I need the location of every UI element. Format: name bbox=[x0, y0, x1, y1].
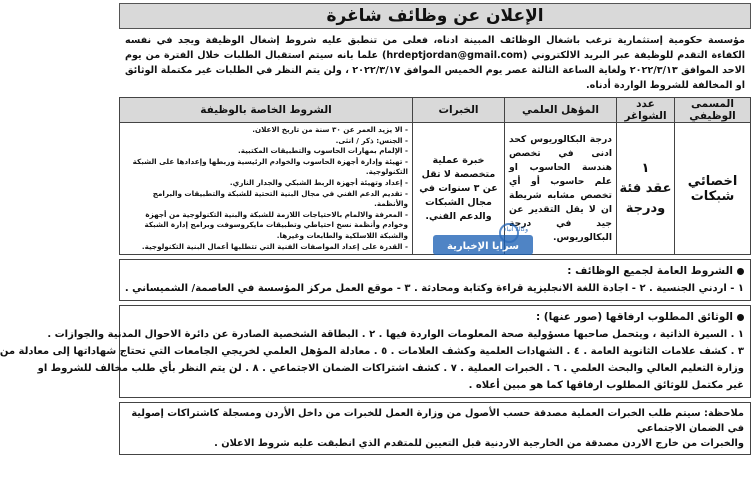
cell-experience: خبرة عملية متخصصة لا تقل عن ٣ سنوات في مجال الشبكات والدعم الفني. bbox=[413, 123, 505, 255]
intro-line-2-suffix: ) علما بانه سيتم استقبال الطلبات خلال الفترة من يوم الاحد الموافق ٢٠٢٢/٣/١٣ ولغاية الساعة الثالثة bbox=[125, 50, 746, 76]
documents-heading bbox=[126, 309, 744, 326]
documents-line: وزارة التعليم العالي والبحث العلمي . ٦ . الخبرات العملية . ٧ . كشف اشتراكات الضمان الاجتماعي . ٨ . لن يتم النظر بأي طلب مخالف للشروط او bbox=[37, 363, 744, 375]
general-conditions-line: ١ - اردني الجنسية . ٢ - اجادة اللغة الانجليزية قراءة وكتابة ومحادثة . ٣ - موقع العمل مركز المؤسسة في العاصمة/ الشميساني . bbox=[124, 283, 744, 295]
header-special-conditions: الشروط الخاصة بالوظيفة bbox=[120, 98, 413, 123]
intro-line-1: مؤسسة حكومية إستثمارية ترغب باشغال الوظائف المبينة ادناه، فعلى من تنطبق عليه شروط إشغال الوظيفة ويجد في نفسه الكفاءة التقدم للوظيفة عبر البريد bbox=[125, 35, 745, 61]
special-condition: - المعرفة والالمام بالاحتياجات اللازمة للشبكة والبنية التكنولوجية من أجهزة وخوادم وأنظمة نسخ احتياطي وتطبيقات مايكروسوفت وبرامج إدارة الشبكة والشبكة اللاسلكية والطابعات وغيرها. bbox=[144, 209, 408, 240]
intro-paragraph bbox=[119, 29, 751, 95]
watermark-small-text: وكالة أنباء bbox=[503, 226, 528, 233]
header-qualification: المؤهل العلمي bbox=[505, 98, 617, 123]
announcement-title: الإعلان عن وظائف شاغرة bbox=[119, 3, 751, 29]
special-condition: - الا يزيد العمر عن ٣٠ سنة من تاريخ الاعلان. bbox=[252, 125, 408, 134]
documents-line: ١ . السيرة الذاتية ، ويتحمل صاحبها مسؤولية صحة المعلومات الواردة فيها . ٢ . البطاقة الشخصية الصادرة عن دائرة الاحوال المدنية والجوازات . bbox=[47, 329, 744, 341]
general-conditions-title: الشروط العامة لجميع الوظائف : bbox=[567, 265, 733, 278]
header-job-title: المسمى الوظيفي bbox=[675, 98, 751, 123]
intro-line-3: عصر يوم الخميس الموافق ٢٠٢٢/٣/١٧ ، ولن يتم النظر في الطلبات غير مكتملة الوثائق او المخالفة للشروط الواردة أدناه. bbox=[125, 65, 745, 91]
cell-qualification: درجة البكالوريوس كحد ادنى في تخصص هندسة الحاسوب او علم حاسوب أو أي تخصص مشابه شريطة ان لا يقل التقدير عن جيد في درجة البكالوريوس. bbox=[505, 123, 617, 255]
bullet-icon bbox=[737, 268, 744, 275]
documents-line: غير مكتمل للوثائق المطلوب ارفاقها كما هو مبين أعلاه . bbox=[468, 380, 744, 392]
special-condition: - الجنس: ذكر / انثى. bbox=[335, 135, 408, 145]
watermark-brand-text: سرايا الإخبارية bbox=[447, 241, 519, 252]
note-line-1: ملاحظة: سيتم طلب الخبرات العملية مصدقة حسب الأصول من وزارة العمل للخبرات من داخل الأردن ومسجلة كاشتراكات إصولية في الضمان الاجتماعي bbox=[131, 408, 744, 435]
header-experience: الخبرات bbox=[413, 98, 505, 123]
cell-job-title: اخصائي شبكات bbox=[675, 123, 751, 255]
documents-title: الوثائق المطلوب ارفاقها (صور عنها) : bbox=[535, 311, 733, 324]
note-line-2: والخبرات من خارج الاردن مصدقة من الخارجية الاردنية قبل التعيين للمتقدم الذي انطبقت عليه شروط الاعلان . bbox=[214, 438, 744, 450]
count-grade-line: ودرجة bbox=[625, 200, 666, 216]
header-count: عدد الشواغر bbox=[617, 98, 675, 123]
bullet-icon bbox=[737, 314, 744, 321]
general-conditions-section bbox=[119, 259, 751, 301]
cell-count bbox=[617, 123, 675, 255]
application-email[interactable]: hrdeptjordan@gmail.com bbox=[386, 50, 523, 61]
documents-line: ٣ . كشف علامات الثانوية العامة . ٤ . الشهادات العلمية وكشف العلامات . ٥ . معادلة المؤهل العلمي لخريجي الجامعات التي تحتاج شهاداتها إلى معادلة من bbox=[0, 346, 744, 358]
special-condition: - تقديم الدعم الفني في مجال البنية التحتية للشبكة والتطبيقات والبرامج والأنظمة. bbox=[152, 188, 408, 209]
intro-line-2-prefix: الالكتروني ( bbox=[522, 50, 581, 61]
note-section bbox=[119, 402, 751, 455]
count-contract-line: عقد فئة bbox=[619, 180, 672, 196]
jobs-table-header-row bbox=[120, 98, 751, 123]
special-condition: - إعداد وتهيئة أجهزة الربط الشبكي والجدار الناري. bbox=[229, 177, 408, 187]
count-number: ١ bbox=[641, 160, 650, 176]
cell-special-conditions bbox=[120, 123, 413, 255]
documents-section bbox=[0, 305, 751, 398]
special-condition: - القدرة على إعداد المواصفات الفنية التي تتطلبها أعمال البنية التكنولوجية. bbox=[141, 241, 408, 251]
general-conditions-heading bbox=[126, 263, 744, 280]
special-condition: - تهيئة وإدارة أجهزة الحاسوب والخوادم الرئيسية وربطها وإعدادها على الشبكة التكنولوجية. bbox=[132, 156, 408, 177]
special-condition: - الإلمام بمهارات الحاسوب والتطبيقات المكتبية. bbox=[238, 146, 408, 156]
saraya-watermark-logo bbox=[433, 222, 533, 258]
